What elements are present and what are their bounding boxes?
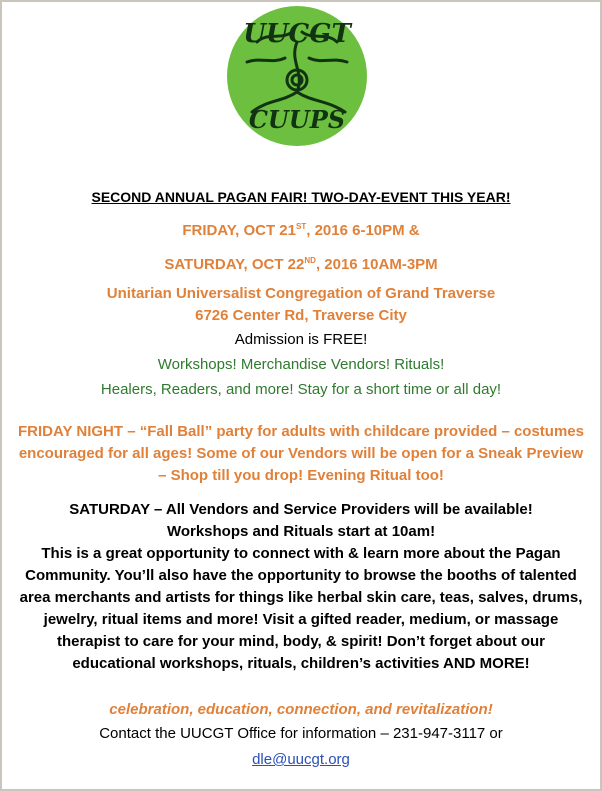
friday-night-line: FRIDAY NIGHT – “Fall Ball” party for adults with childcare provided – costumes — [18, 423, 584, 440]
logo-top-text: UUCGT — [243, 19, 351, 49]
email-link[interactable]: dle@uucgt.org — [252, 751, 350, 768]
description-line: jewelry, ritual items and more! Visit a gifted reader, medium, or massage — [43, 611, 559, 628]
saturday-info-line: Workshops and Rituals start at 10am! — [166, 523, 436, 540]
description-line: This is a great opportunity to connect with & learn more about the Pagan — [41, 545, 561, 562]
friday-night-line: – Shop till you drop! Evening Ritual too! — [158, 467, 444, 484]
saturday-info-line: SATURDAY – All Vendors and Service Providers will be available! — [69, 501, 533, 518]
highlight-line: Healers, Readers, and more! Stay for a short time or all day! — [100, 381, 502, 398]
event-heading: SECOND ANNUAL PAGAN FAIR! TWO-DAY-EVENT THIS YEAR! — [91, 189, 511, 205]
description-line: educational workshops, rituals, children’s activities AND MORE! — [72, 655, 530, 672]
logo-bottom-text: CUUPS — [248, 105, 346, 134]
friday-night-line: encouraged for all ages! Some of our Vendors will be open for a Sneak Preview — [18, 445, 584, 462]
saturday-date: SATURDAY, OCT 22ND, 2016 10AM-3PM — [164, 256, 438, 273]
description-line: Community. You’ll also have the opportunity to browse the booths of talented — [25, 567, 577, 584]
uucgt-cuups-logo — [227, 2, 367, 150]
admission: Admission is FREE! — [234, 331, 368, 348]
description-line: area merchants and artists for things like herbal skin care, teas, salves, drums, — [19, 589, 583, 606]
highlight-line: Workshops! Merchandise Vendors! Rituals! — [157, 356, 445, 373]
tagline: celebration, education, connection, and revitalization! — [109, 701, 493, 718]
friday-date: FRIDAY, OCT 21ST, 2016 6-10PM & — [182, 222, 420, 239]
venue-address: 6726 Center Rd, Traverse City — [195, 307, 407, 324]
email-line — [0, 750, 602, 770]
contact-info: Contact the UUCGT Office for information – 231-947-3117 or — [99, 725, 503, 742]
venue-name: Unitarian Universalist Congregation of Grand Traverse — [106, 285, 496, 302]
description-line: therapist to care for your mind, body, & spirit! Don’t forget about our — [56, 633, 546, 650]
